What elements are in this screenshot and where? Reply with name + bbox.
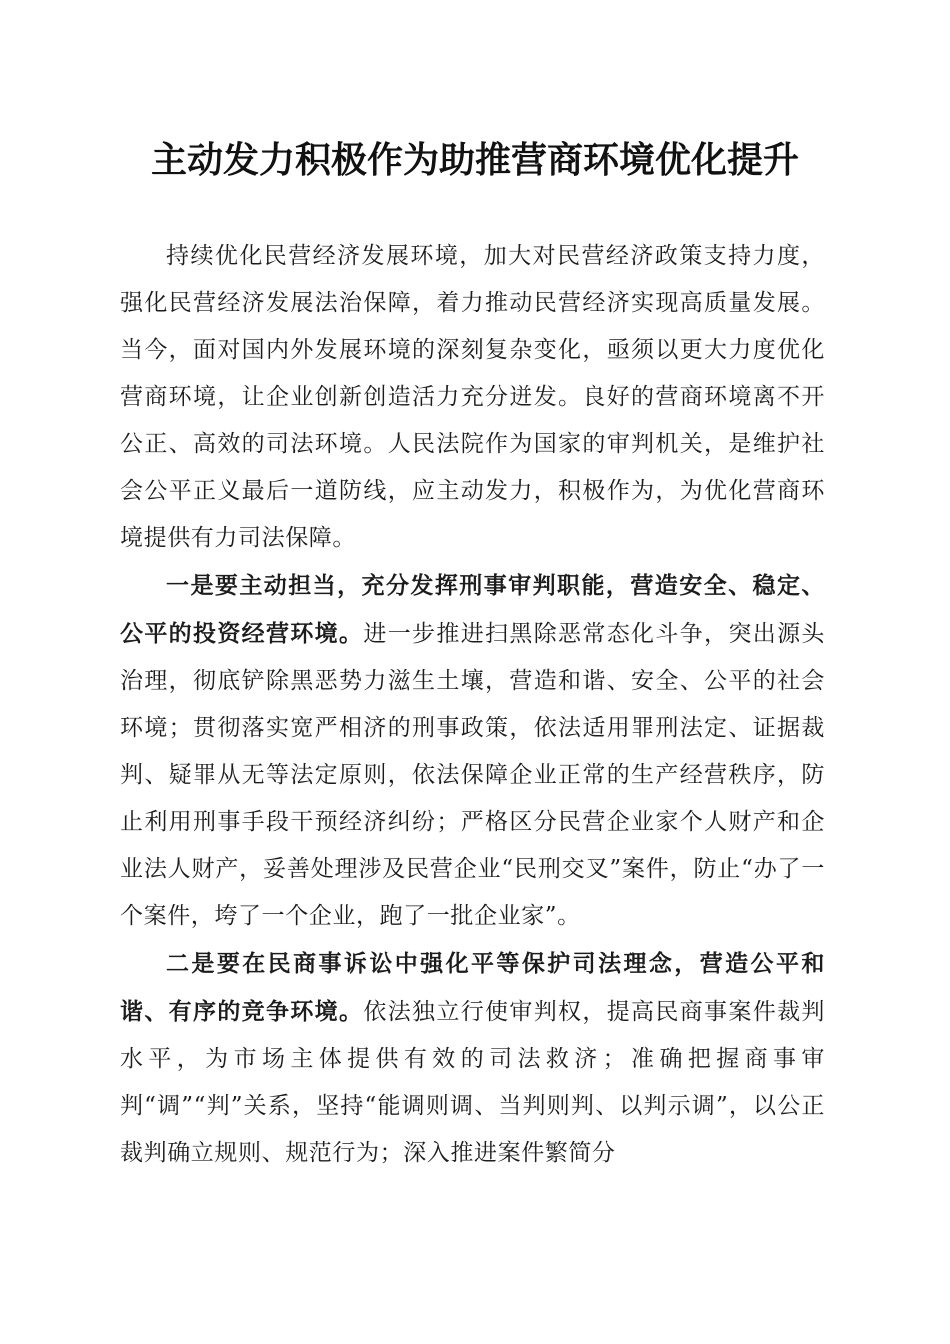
paragraph-intro <box>120 232 825 562</box>
paragraph-text: 进一步推进扫黑除恶常态化斗争，突出源头治理，彻底铲除黑恶势力滋生土壤，营造和谐、安全、公平的社会环境；贯彻落实宽严相济的刑事政策，依法适用罪刑法定、证据裁判、疑罪从无等法定原则，依法保障企业正常的生产经营秩序，防止利用刑事手段干预经济纠纷；严格区分民营企业家个人财产和企业法人财产，妥善处理涉及民营企业“民刑交叉”案件，防止“办了一个案件，垮了一个企业，跑了一批企业家”。 <box>120 621 825 929</box>
paragraph-point-one <box>120 562 825 940</box>
paragraph-lead: 一是要主动担当，充分发挥刑事审判职能，营造安全、稳定、公平的投资经营环境。 <box>120 572 825 647</box>
document-title: 主动发力积极作为助推营商环境优化提升 <box>150 139 799 181</box>
paragraph-text: 依法独立行使审判权，提高民商事案件裁判水平，为市场主体提供有效的司法救济；准确把握商事审判“调”“判”关系，坚持“能调则调、当判则判、以判示调”，以公正裁判确立规则、规范行为；深入推进案件繁简分 <box>120 999 825 1166</box>
paragraph-text: 持续优化民营经济发展环境，加大对民营经济政策支持力度，强化民营经济发展法治保障，着力推动民营经济实现高质量发展。当今，面对国内外发展环境的深刻复杂变化，亟须以更大力度优化营商环境，让企业创新创造活力充分迸发。良好的营商环境离不开公正、高效的司法环境。人民法院作为国家的审判机关，是维护社会公平正义最后一道防线，应主动发力，积极作为，为优化营商环境提供有力司法保障。 <box>120 243 825 551</box>
document-body <box>120 232 825 1177</box>
paragraph-point-two <box>120 940 825 1177</box>
paragraph-lead: 二是要在民商事诉讼中强化平等保护司法理念，营造公平和谐、有序的竞争环境。 <box>120 950 825 1025</box>
